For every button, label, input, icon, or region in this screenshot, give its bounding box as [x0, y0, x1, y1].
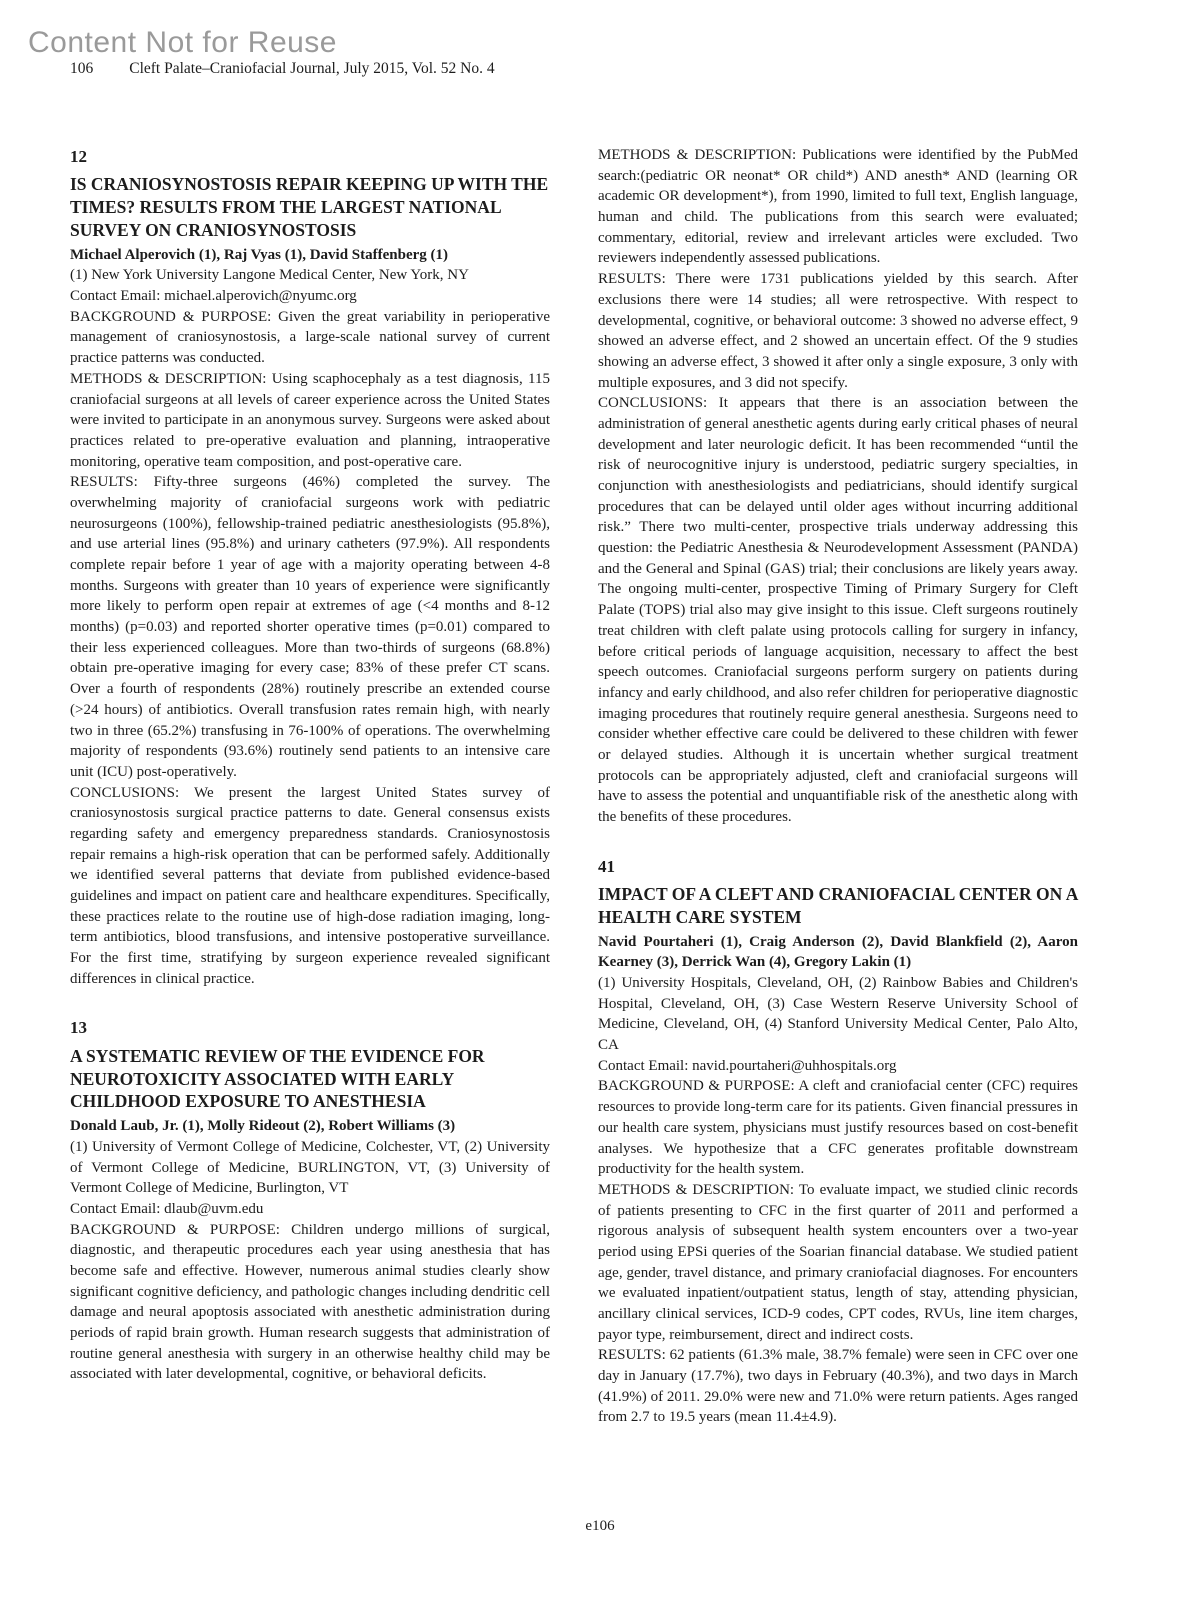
abstract-title: IMPACT OF A CLEFT AND CRANIOFACIAL CENTER ON A HEALTH CARE SYSTEM: [598, 884, 1078, 927]
abstract-paragraph: BACKGROUND & PURPOSE: Children undergo millions of surgical, diagnostic, and therapeutic procedures each year using anesthesia that has become safe and effective. However, numerous animal studies clearly show significant cognitive deficiency, and pathologic changes including dendritic cell damage and neural apoptosis associated with anesthetic administration during periods of rapid brain growth. Human research suggests that administration of routine general anesthesia with surgery in an otherwise healthy child may be associated with later developmental, cognitive, or behavioral deficits.: [70, 1221, 550, 1383]
two-column-content: [70, 145, 1078, 1428]
abstract-paragraph: CONCLUSIONS: We present the largest United States survey of craniosynostosis surgical practice patterns to date. General consensus exists regarding safety and emergency preparedness standards. Craniosynostosis repair remains a high-risk operation that can be performed safely. Additionally we identified several patterns that deviate from published evidence-based guidelines and impact on patient care and healthcare expenditures. Specifically, these practices relate to the routine use of high-dose radiation imaging, long-term antibiotics, blood transfusions, and intensive postoperative surveillance. For the first time, stratifying by surgeon experience revealed significant differences in clinical practice.: [70, 784, 550, 987]
column-right: [598, 145, 1078, 1428]
header-page-number: 106: [70, 60, 94, 77]
abstract-number: 41: [598, 856, 615, 876]
column-left: [70, 145, 550, 1428]
abstract-paragraph: BACKGROUND & PURPOSE: A cleft and craniofacial center (CFC) requires resources to provide long-term care for its patients. Given financial pressures in our health care system, physicians must justify resources based on cost-benefit analyses. We hypothesize that a CFC generates profitable downstream productivity for the health system.: [598, 1078, 1078, 1178]
abstract-number: 12: [70, 147, 87, 166]
abstract-paragraph: RESULTS: Fifty-three surgeons (46%) completed the survey. The overwhelming majority of craniofacial surgeons work with pediatric neurosurgeons (100%), fellowship-trained pediatric anesthesiologists (95.8%), and use arterial lines (95.8%) and urinary catheters (97.9%). All respondents complete repair before 1 year of age with a majority operating between 4-8 months. Surgeons with greater than 10 years of experience were significantly more likely to perform open repair at extremes of age (<4 months and 8-12 months) (p=0.03) and reported shorter operative times (p=0.01) compared to their less experienced colleagues. More than two-thirds of surgeons (68.8%) obtain pre-operative imaging for every case; 83% of these prefer CT scans. Over a fourth of respondents (28%) routinely prescribe an extended course (>24 hours) of antibiotics. Overall transfusion rates remain high, with nearly two in three (65.2%) transfusing in 76-100% of operations. The overwhelming majority of respondents (93.6%) routinely send patients to an intensive care unit (ICU) post-operatively.: [70, 474, 550, 780]
abstract-affiliation: Contact Email: michael.alperovich@nyumc.org: [70, 288, 357, 305]
abstract-affiliation: Contact Email: dlaub@uvm.edu: [70, 1200, 264, 1217]
abstract-number: 13: [70, 1018, 87, 1038]
abstract-affiliation: (1) University Hospitals, Cleveland, OH, (2) Rainbow Babies and Children's Hospital, Cleveland, OH, (3) Case Western Reserve University School of Medicine, Cleveland, OH, (4) Stanford University Medical Center, Palo Alto, CA: [598, 975, 1078, 1054]
abstract-affiliation: (1) New York University Langone Medical Center, New York, NY: [70, 267, 469, 284]
abstract-paragraph: BACKGROUND & PURPOSE: Given the great variability in perioperative management of craniosynostosis, a large-scale national survey of current practice patterns was conducted.: [70, 308, 550, 367]
page-header: [70, 60, 495, 78]
abstract-affiliation: Contact Email: navid.pourtaheri@uhhospitals.org: [598, 1057, 897, 1074]
abstract-paragraph: METHODS & DESCRIPTION: To evaluate impact, we studied clinic records of patients presenting to CFC in the first quarter of 2011 and performed a rigorous analysis of subsequent health system encounters over a two-year period using EPSi queries of the Soarian financial database. We studied patient age, gender, travel distance, and primary craniofacial diagnoses. For encounters we evaluated inpatient/outpatient status, length of stay, attending physician, ancillary clinical services, ICD-9 codes, CPT codes, RVUs, line item charges, payor type, reimbursement, direct and indirect costs.: [598, 1181, 1078, 1343]
abstract-paragraph: RESULTS: There were 1731 publications yielded by this search. After exclusions there were 14 studies; all were retrospective. With respect to developmental, cognitive, or behavioral outcome: 3 showed no adverse effect, 9 showed an adverse effect, and 2 showed an uncertain effect. Of the 9 studies showing an adverse effect, 3 showed it after only a single exposure, 3 only with multiple exposures, and 3 did not specify.: [598, 271, 1078, 391]
abstract-paragraph: METHODS & DESCRIPTION: Publications were identified by the PubMed search:(pediatric OR neonat* OR child*) AND anesth* AND (learning OR academic OR development*), from 1990, limited to full text, English language, human and child. The publications from this search were evaluated; commentary, editorial, review and irrelevant articles were excluded. Two reviewers independently assessed publications.: [598, 147, 1078, 267]
footer-page-number: e106: [585, 1518, 615, 1534]
abstract-affiliation: (1) University of Vermont College of Medicine, Colchester, VT, (2) University of Vermont College of Medicine, BURLINGTON, VT, (3) University of Vermont College of Medicine, Burlington, VT: [70, 1138, 550, 1197]
abstract-title: IS CRANIOSYNOSTOSIS REPAIR KEEPING UP WITH THE TIMES? RESULTS FROM THE LARGEST NATIONAL SURVEY ON CRANIOSYNOSTOSIS: [70, 174, 549, 240]
abstract-paragraph: RESULTS: 62 patients (61.3% male, 38.7% female) were seen in CFC over one day in January (17.7%), two days in February (40.3%), and two days in March (41.9%) of 2011. 29.0% were new and 71.0% were return patients. Ages ranged from 2.7 to 19.5 years (mean 11.4±4.9).: [598, 1347, 1078, 1426]
abstract-authors: Donald Laub, Jr. (1), Molly Rideout (2), Robert Williams (3): [70, 1118, 456, 1135]
abstract-paragraph: METHODS & DESCRIPTION: Using scaphocephaly as a test diagnosis, 115 craniofacial surgeons at all levels of career experience across the United States were invited to participate in an anonymous survey. Surgeons were asked about practices related to pre-operative evaluation and planning, intraoperative monitoring, operative team composition, and post-operative care.: [70, 370, 550, 470]
abstract-authors: Navid Pourtaheri (1), Craig Anderson (2), David Blankfield (2), Aaron Kearney (3), Derrick Wan (4), Gregory Lakin (1): [598, 933, 1078, 971]
abstract-paragraph: CONCLUSIONS: It appears that there is an association between the administration of general anesthetic agents during early critical phases of neural development and later neurologic deficit. It has been recommended “until the risk of neurocognitive injury is understood, pediatric surgery specialties, in conjunction with anesthesiologists and pediatricians, should identify surgical procedures that can be delayed until older ages without incurring additional risk.” There two multi-center, prospective trials underway addressing this question: the Pediatric Anesthesia & Neurodevelopment Assessment (PANDA) and the General and Spinal (GAS) trial; their conclusions are likely years away. The ongoing multi-center, prospective Timing of Primary Surgery for Cleft Palate (TOPS) trial also may give insight to this issue. Cleft surgeons routinely treat children with cleft palate using protocols calling for surgery in infancy, before critical periods of language acquisition, necessary to affect the best speech outcomes. Craniofacial surgeons perform surgery on patients during infancy and early childhood, and also refer children for perioperative diagnostic imaging procedures that routinely require general anesthesia. Surgeons need to consider whether effective care could be delivered to these children with fewer or delayed studies. Although it is uncertain whether surgical treatment protocols can be appropriately adjusted, cleft and craniofacial surgeons will have to assess the potential and unquantifiable risk of the anesthetic along with the benefits of these procedures.: [598, 395, 1078, 825]
header-journal-title: Cleft Palate–Craniofacial Journal, July 2015, Vol. 52 No. 4: [129, 60, 495, 77]
content-not-for-reuse-watermark: Content Not for Reuse: [28, 26, 337, 59]
abstract-authors: Michael Alperovich (1), Raj Vyas (1), David Staffenberg (1): [70, 246, 449, 263]
abstract-title: A SYSTEMATIC REVIEW OF THE EVIDENCE FOR NEUROTOXICITY ASSOCIATED WITH EARLY CHILDHOOD EXPOSURE TO ANESTHESIA: [70, 1045, 485, 1112]
